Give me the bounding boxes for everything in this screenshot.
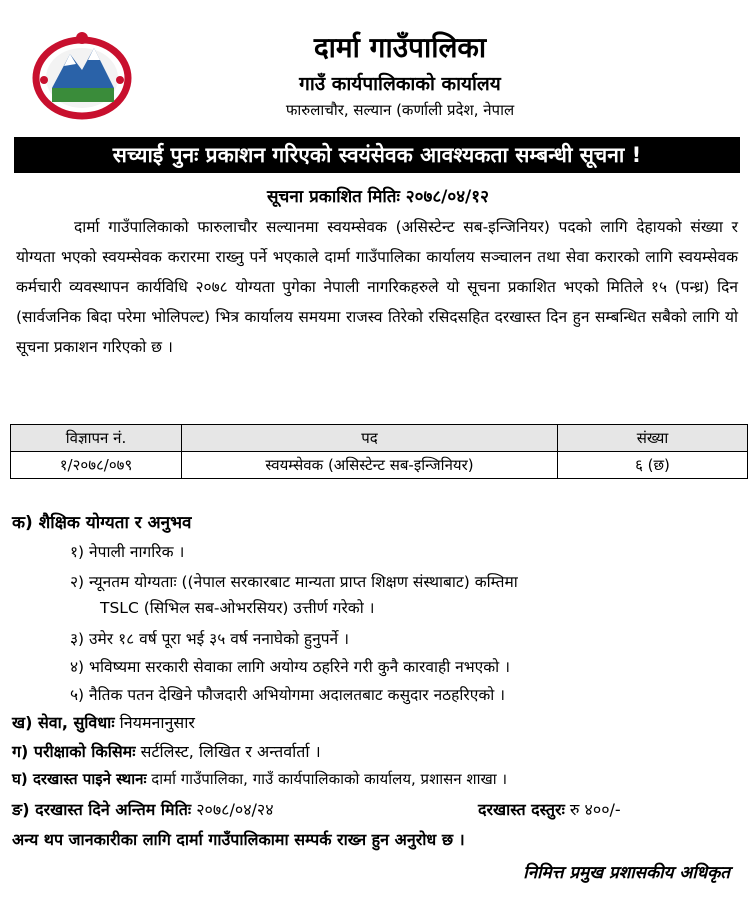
item-text: नेपाली नागरिक । (89, 543, 185, 561)
section-gha-label: घ) दरखास्त पाइने स्थानः (12, 770, 147, 788)
section-ga-label: ग) परीक्षाको किसिमः (12, 742, 136, 761)
table-row (11, 452, 748, 479)
list-item (70, 627, 349, 649)
table-cell: स्वयम्सेवक (असिस्टेन्ट सब-इन्जिनियर) (182, 452, 558, 479)
item-number: ५) (70, 686, 85, 704)
item-number: १) (70, 543, 85, 561)
section-nga (12, 798, 274, 820)
address: फारुलाचौर, सल्यान (कर्णाली प्रदेश, नेपाल (285, 101, 515, 119)
application-fee (478, 798, 621, 820)
item-text: न्यूनतम योग्यताः ((नेपाल सरकारबाट मान्यता प्राप्त शिक्षण संस्थाबाट) कम्तिमा (89, 573, 518, 591)
fee-label: दरखास्त दस्तुरः (478, 800, 565, 819)
section-ga (12, 740, 321, 762)
section-gha (12, 769, 507, 789)
item-number: २) (70, 573, 85, 591)
header (0, 0, 756, 124)
publication-date: सूचना प्रकाशित मितिः २०७८/०४/१२ (267, 187, 489, 207)
item-text: TSLC (सिभिल सब-ओभरसियर) उत्तीर्ण गरेको । (100, 599, 375, 617)
section-kha-value: नियमनानुसार (119, 713, 195, 732)
column-header: पद (182, 425, 558, 452)
section-ka-heading: क) शैक्षिक योग्यता र अनुभव (12, 513, 192, 533)
signature-line: निमित्त प्रमुख प्रशासकीय अधिकृत (523, 863, 730, 883)
vacancy-table (10, 424, 748, 479)
item-number: ३) (70, 630, 85, 648)
table-cell: ६ (छ) (558, 452, 748, 479)
table-header-row (11, 425, 748, 452)
list-item-continuation (100, 596, 375, 618)
list-item (70, 683, 505, 705)
section-kha (12, 711, 195, 733)
table-cell: १/२०७८/०७९ (11, 452, 182, 479)
fee-value: रु ४००/- (569, 800, 621, 819)
org-name: दार्मा गाउँपालिका (313, 31, 487, 64)
notice-banner: सच्याई पुनः प्रकाशन गरिएको स्वयंसेवक आवश्यकता सम्बन्धी सूचना ! (14, 137, 740, 173)
section-ga-value: सर्टलिस्ट, लिखित र अन्तर्वार्ता । (140, 742, 321, 761)
item-text: नैतिक पतन देखिने फौजदारी अभियोगमा अदालतबाट कसुदार नठहरिएको । (89, 686, 506, 704)
notice-paragraph: दार्मा गाउँपालिकाको फारुलाचौर सल्यानमा स्वयम्सेवक (असिस्टेन्ट सब-इन्जिनियर) पदको लागि देहायको संख्या र योग्यता भएको स्वयम्सेवक करारमा राख्नु पर्ने भएकाले दार्मा गाउँपालिका कार्यालय सञ्चालन तथा सेवा करारको लागि स्वयम्सेवक कर्मचारी व्यवस्थापन कार्यविधि २०७८ योग्यता पुगेका नेपाली नागरिकहरुले यो सूचना प्रकाशित भएको मितिले १५ (पन्ध्र) दिन (सार्वजनिक बिदा परेमा भोलिपल्ट) भित्र कार्यालय समयमा राजस्व तिरेको रसिदसहित दरखास्त दिन हुन सम्बन्धित सबैको लागि यो सूचना प्रकाशन गरिएको छ । (16, 218, 738, 356)
item-text: भविष्यमा सरकारी सेवाका लागि अयोग्य ठहरिने गरी कुनै कारवाही नभएको । (89, 658, 510, 676)
item-text: उमेर १८ वर्ष पूरा भई ३५ वर्ष ननाघेको हुनुपर्ने । (89, 630, 349, 648)
column-header: विज्ञापन नं. (11, 425, 182, 452)
column-header: संख्या (558, 425, 748, 452)
list-item (70, 540, 184, 562)
section-nga-label: ङ) दरखास्त दिने अन्तिम मितिः (12, 800, 192, 819)
list-item (70, 570, 518, 592)
item-number: ४) (70, 658, 85, 676)
section-nga-value: २०७८/०४/२४ (196, 800, 274, 819)
section-gha-value: दार्मा गाउँपालिका, गाउँ कार्यपालिकाको कार्यालय, प्रशासन शाखा । (151, 770, 508, 788)
section-kha-label: ख) सेवा, सुविधाः (12, 713, 115, 732)
office-name: गाउँ कार्यपालिकाको कार्यालय (299, 73, 501, 95)
contact-note: अन्य थप जानकारीका लागि दार्मा गाउँपालिकामा सम्पर्क राख्न हुन अनुरोध छ । (12, 830, 465, 849)
list-item (70, 655, 510, 677)
nepal-emblem-icon (30, 30, 134, 120)
